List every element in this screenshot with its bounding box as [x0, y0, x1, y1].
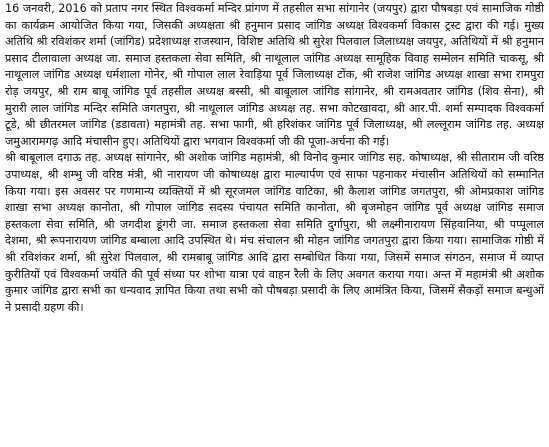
paragraph-2: श्री बाबूलाल दगाऊ तह. अध्यक्ष सांगानेर, श्री अशोक जांगिड महामंत्री, श्री विनोद कुमार जांगिड सह. कोषाध्यक्ष, श्री सीताराम जी वरिष्ठ उपाध्यक्ष, श्री शम्भु जी वरिष्ठ मंत्री, श्री नारायण जी कोषाध्यक्ष द्वारा माल्यार्पण एवं साफा पहनाकर मंचासीन अतिथियों को सम्मानित किया गया। इस अवसर पर गणमान्य व्यक्तियों में श्री सूरजमल जांगिड वाटिका, श्री कैलाश जांगिड जगतपुरा, श्री ओमप्रकाश जांगिड शाखा सभा अध्यक्ष कानोता, श्री गोपाल जांगिड सदस्य पंचायत समिति कानोता, श्री बृजमोहन जांगिड पूर्व अध्यक्ष जांगिड समाज हस्तकला सेवा समिति, श्री जगदीश डूंगरी जा. समाज हस्तकला सेवा समिति दुर्गापुरा, श्री लक्ष्मीनारायण सिंहवानिया, श्री पप्पूलाल देशमा, श्री रूपनारायण जांगिड बम्बाला आदि उपस्थित थे। मंच संचालन श्री मोहन जांगिड जगतपुरा द्वारा किया गया। सामाजिक गोष्ठी में श्री रविशंकर शर्मा, श्री सुरेश पिलवाल, श्री रामबाबू जांगिड आदि द्वारा सम्बोधित किया गया, जिसमें समाज संगठन, समाज में व्याप्त कुरीतियों एवं विश्वकर्मा जयंति की पूर्व संध्या पर शोभा यात्रा एवं वाहन रैली के लिए अवगत कराया गया। अन्त में महामंत्री श्री अशोक कुमार जांगिड द्वारा सभी का धन्यवाद ज्ञापित किया तथा सभी को पौषबड़ा प्रसादी के लिए आमंत्रित किया, जिसमें सैकड़ों समाज बन्धुओं ने प्रसादी ग्रहण की।	[5, 151, 544, 314]
paragraph-1: 16 जनवरी, 2016 को प्रताप नगर स्थित विश्वकर्मा मन्दिर प्रांगण में तहसील सभा सांगानेर (जयपुर) द्वारा पौषबड़ा एवं सामाजिक गोष्ठी का कार्यक्रम आयोजित किया गया, जिसकी अध्यक्षता श्री हनुमान प्रसाद जांगिड अध्यक्ष विश्वकर्मा विकास ट्रस्ट द्वारा की गई। मुख्य अतिथि श्री रविशंकर शर्मा (जांगिड) प्रदेशाध्यक्ष राजस्थान, विशिष्ट अतिथि श्री सुरेश पिलवाल जिलाध्यक्ष जयपुर, अतिथियों में श्री हनुमान प्रसाद टीलावाला अध्यक्ष जा. समाज हस्तकला सेवा समिति, श्री नाथूलाल जांगिड अध्यक्ष सामूहिक विवाह सम्मेलन समिति चाकसू, श्री नाथूलाल जांगिड अध्यक्ष धर्मशाला गोनेर, श्री गोपाल लाल रेवाड़िया पूर्व जिलाध्यक्ष टोंक, श्री राजेश जांगिड अध्यक्ष शाखा सभा रामपुरा रोड़ जयपुर, श्री राम बाबू जांगिड पूर्व तहसील अध्यक्ष बस्सी, श्री बाबूलाल जांगिड सांगानेर, श्री रामअवतार जांगिड (शिव सेना), श्री मुरारी लाल जांगिड मन्दिर समिति जगतपुरा, श्री नाथूलाल जांगिड अध्यक्ष तह. सभा कोटखावदा, श्री आर.पी. शर्मा सम्पादक विश्वकर्मा टूडे, श्री छीतरमल जांगिड (डडावता) महामंत्री तह. सभा फागी, श्री हरिशंकर जांगिड पूर्व जिलाध्यक्ष, श्री लल्लूराम जांगिड तह. अध्यक्ष जमुआरामगढ़ आदि मंचासीन हुए। अतिथियों द्वारा भगवान विश्वकर्मा जी की पूजा-अर्चना की गई।	[5, 2, 544, 148]
